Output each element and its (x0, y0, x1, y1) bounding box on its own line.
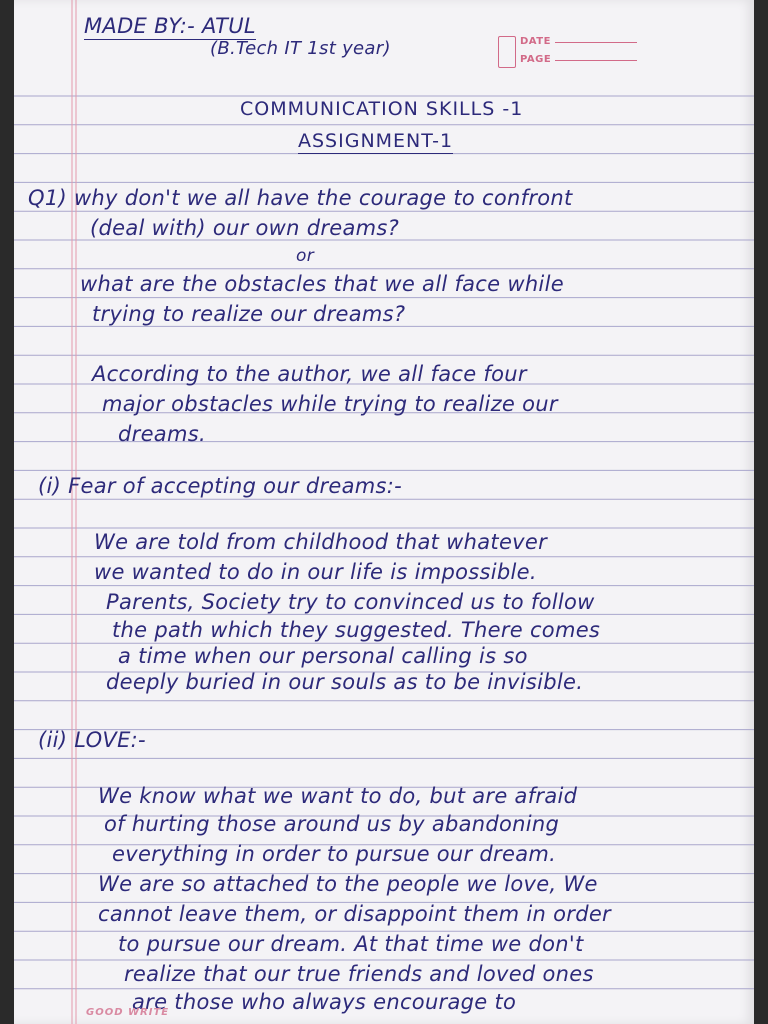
intro-line-1: According to the author, we all face four (92, 362, 527, 386)
notebook-brand: GOOD WRITE (86, 1007, 170, 1018)
section2-line: everything in order to pursue our dream. (112, 842, 557, 866)
section2-line: of hurting those around us by abandoning (104, 812, 560, 836)
notebook-page (14, 0, 754, 1024)
section1-line: the path which they suggested. There comes (112, 618, 601, 642)
question-or: or (296, 246, 314, 266)
section2-line: to pursue our dream. At that time we don't (118, 932, 584, 956)
section1-line: a time when our personal calling is so (118, 644, 528, 668)
assignment-subtitle: ASSIGNMENT-1 (298, 130, 454, 152)
section1-line: we wanted to do in our life is impossible. (94, 560, 537, 584)
author-name: MADE BY:- ATUL (84, 14, 256, 38)
section1-line: deeply buried in our souls as to be invisible. (106, 670, 584, 694)
intro-line-2: major obstacles while trying to realize our (102, 392, 558, 416)
section2-line: We are so attached to the people we love, We (98, 872, 598, 896)
date-page-stamp (498, 32, 646, 72)
question-line-2: (deal with) our own dreams? (90, 216, 400, 240)
question-line-3: what are the obstacles that we all face while (80, 272, 564, 296)
page-label: PAGE (520, 54, 552, 65)
section2-line: cannot leave them, or disappoint them in order (98, 902, 611, 926)
date-label: DATE (520, 36, 551, 47)
section1-line: We are told from childhood that whatever (94, 530, 548, 554)
section2-line: realize that our true friends and loved ones (124, 962, 594, 986)
section2-line: We know what we want to do, but are afraid (98, 784, 578, 808)
notebook-logo-icon (498, 36, 516, 68)
question-line-4: trying to realize our dreams? (92, 302, 406, 326)
section1-heading: (i) Fear of accepting our dreams:- (38, 474, 403, 498)
question-line-1: Q1) why don't we all have the courage to confront (28, 186, 573, 210)
intro-line-3: dreams. (118, 422, 206, 446)
section2-line: are those who always encourage to (132, 990, 517, 1014)
course-info: (B.Tech IT 1st year) (210, 38, 391, 59)
section1-line: Parents, Society try to convinced us to follow (106, 590, 595, 614)
section2-heading: (ii) LOVE:- (38, 728, 146, 752)
assignment-title: COMMUNICATION SKILLS -1 (240, 98, 524, 120)
